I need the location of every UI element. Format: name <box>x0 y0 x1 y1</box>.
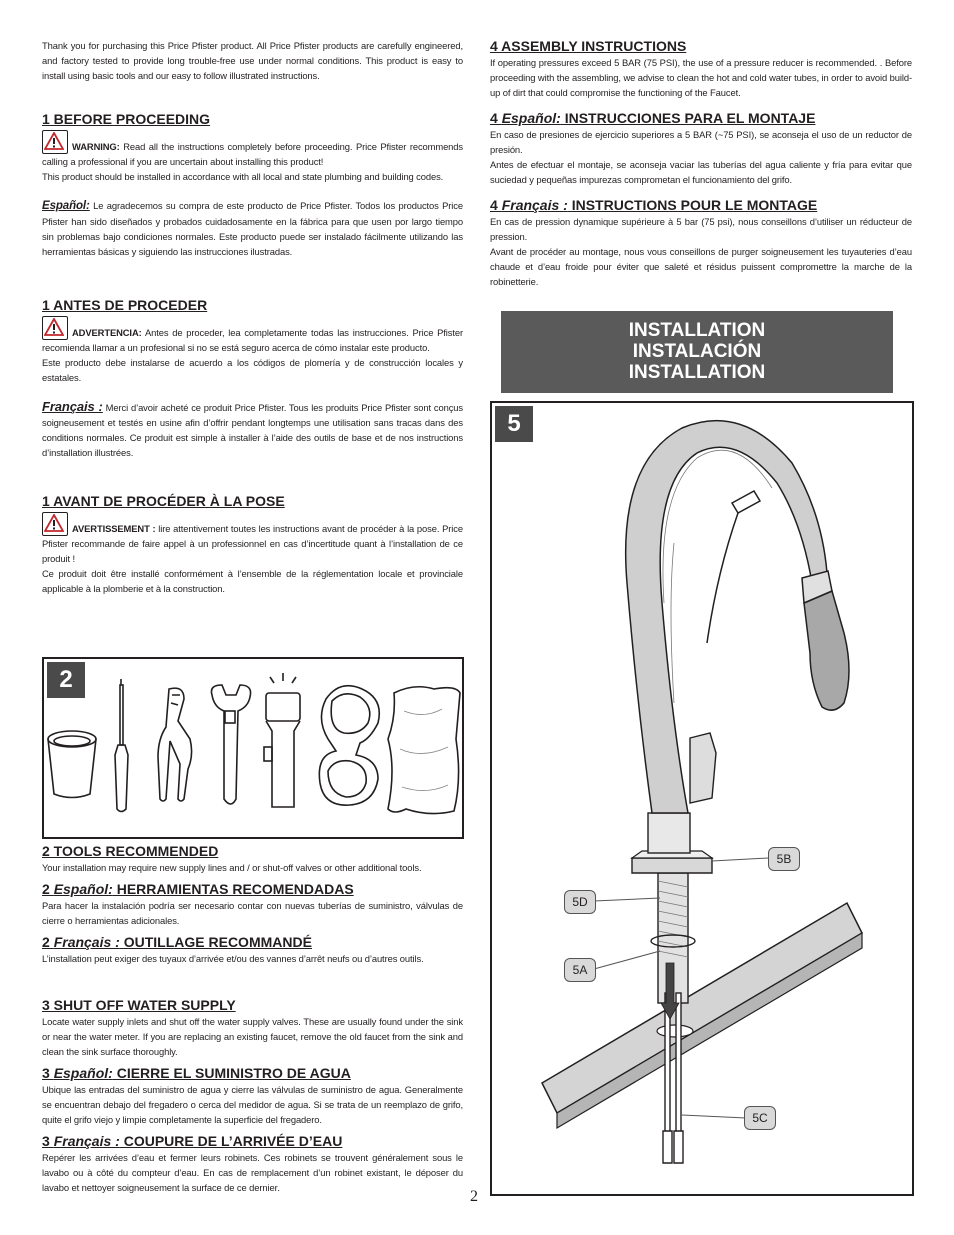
sec3-fr-heading: 3 Français : COUPURE DE L’ARRIVÉE D’EAU <box>42 1133 343 1149</box>
sec3-es-body: Ubique las entradas del suministro de agua y cierre las válvulas de suministro de agua. Generalmente se encuentran debajo del fregadero o cerca del medidor de agua. Si se trata de un reemplazo de grifo, quite el grifo viejo y limpie completamente la superficie del fregadero. <box>42 1084 463 1125</box>
sec4-fr-heading: 4 Français : INSTRUCTIONS POUR LE MONTAGE <box>490 197 818 213</box>
bucket-icon <box>48 731 96 798</box>
sec4-en-heading: 4 ASSEMBLY INSTRUCTIONS <box>490 38 687 54</box>
sec2-fr-body: L’installation peut exiger des tuyaux d’arrivée et/ou des vannes d’arrêt neufs ou d’autres outils. <box>42 953 424 964</box>
sec4-fr-body1: En cas de pression dynamique supérieure à 5 bar (75 psi), nous conseillons d’utiliser un réducteur de pression. <box>490 216 912 242</box>
callout-5a: 5A <box>564 958 596 982</box>
wrench-icon <box>211 685 250 804</box>
espanol-label: Español: <box>42 200 90 212</box>
countertop-icon <box>542 903 862 1128</box>
sec1-en-warning: WARNING: Read all the instructions completely before proceeding. Price Pfister recommends calling a professional if you are uncertain about installing this product! <box>42 130 463 169</box>
figure-number: 2 <box>47 662 85 698</box>
right-column <box>490 38 912 289</box>
goggles-icon <box>319 686 379 805</box>
left-column <box>42 38 463 596</box>
sec3-en-body: Locate water supply inlets and shut off the water supply valves. These are usually found under the sink or near the water meter. If you are replacing an existing faucet, remove the old faucet from the sink and clean the sink surface thoroughly. <box>42 1016 463 1057</box>
sec4-fr-body2: Avant de procéder au montage, nous vous conseillons de purger soigneusement les tuyauteries d’eau chaude et d’eau froide pour éviter que saleté et résidus puissent compromettre la marche de la robinetterie. <box>490 246 912 287</box>
banner-line-es: INSTALACIÓN <box>632 341 762 362</box>
figure-5-faucet <box>490 401 914 1196</box>
tools-illustration <box>44 659 462 837</box>
sec3-es-heading: 3 Español: CIERRE EL SUMINISTRO DE AGUA <box>42 1065 351 1081</box>
handle-icon <box>690 733 716 803</box>
installation-banner <box>501 311 893 393</box>
sec4-en-body: If operating pressures exceed 5 BAR (75 PSI), the use of a pressure reducer is recommended. . Before proceeding with the assembling, we advise to clean the hot and cold water tubes, in order to avoid build-up of dirt that could compromise the functioning of the Faucet. <box>490 57 912 98</box>
sec4-es-body2: Antes de efectuar el montaje, se aconseja vaciar las tuberías del agua caliente y fría para evitar que suciedad y pequeñas impurezas comprometan el funcionamiento del grifo. <box>490 159 912 185</box>
spout-icon <box>626 421 849 813</box>
callout-5c: 5C <box>744 1106 776 1130</box>
screwdriver-icon <box>115 679 128 812</box>
sec1-fr-body: Ce produit doit être installé conformément à l’ensemble de la réglementation locale et provinciale applicable à la plomberie et à la construction. <box>42 568 463 594</box>
cloth-icon <box>388 687 460 814</box>
espanol-intro: Español: Le agradecemos su compra de este producto de Price Pfister. Todos los productos Price Pfister han sido diseñados y probados cuidadosamente en la fábrica para que usen por largo tiempo sin problemas bajo condiciones normales. Este producto puede ser instalado fácilmente utilizando las herramientas básicas y siguiendo las instrucciones ilustradas. <box>42 200 463 257</box>
pliers-icon <box>158 688 192 801</box>
sec1-fr-heading: 1 AVANT DE PROCÉDER À LA POSE <box>42 493 285 509</box>
warning-icon <box>42 316 68 340</box>
sec1-fr-warning: AVERTISSEMENT : lire attentivement toutes les instructions avant de procéder à la pose. Price Pfister recommande de faire appel à un professionnel en cas d’incertitude quant à l’installation de ce produit ! <box>42 512 463 566</box>
flashlight-icon <box>264 673 300 807</box>
banner-line-en: INSTALLATION <box>628 320 766 341</box>
banner-line-fr: INSTALLATION <box>628 362 766 383</box>
page-number: 2 <box>470 1188 478 1205</box>
sec3-fr-body: Repérer les arrivées d’eau et fermer leurs robinets. Ces robinets se trouvent généralement sous le lavabo ou à côté du compteur d’eau. En cas de remplacement d’un robinet existant, le déposer du lavabo et nettoyer soigneusement la surface de ce dernier. <box>42 1152 463 1193</box>
francais-intro: Français : Merci d’avoir acheté ce produit Price Pfister. Tous les produits Price Pfister sont conçus soigneusement et testés en usine afin d’offrir pendant longtemps une utilisation sans tracas dans des conditions normales. Ce produit est simple à installer à l’aide des outils de base et de nos instructions d’installation illustrées. <box>42 399 463 458</box>
sec2-es-body: Para hacer la instalación podría ser necesario contar con nuevas tuberías de suministro, válvulas de cierre o herramientas adicionales. <box>42 900 463 926</box>
sec4-es-heading: 4 Español: INSTRUCCIONES PARA EL MONTAJE <box>490 110 816 126</box>
sec1-en-heading: 1 BEFORE PROCEEDING <box>42 111 211 127</box>
warning-icon <box>42 130 68 154</box>
sec1-es-warning: ADVERTENCIA: Antes de proceder, lea completamente todas las instrucciones. Price Pfister recomienda llamar a un profesional si no se está seguro acerca de cómo instalar este producto. <box>42 316 463 355</box>
sec2-fr-heading: 2 Français : OUTILLAGE RECOMMANDÉ <box>42 934 312 950</box>
francais-label: Français : <box>42 399 103 414</box>
figure-2-tools <box>42 657 464 839</box>
figure-number: 5 <box>495 406 533 442</box>
faucet-illustration <box>492 403 912 1194</box>
sec3-en-heading: 3 SHUT OFF WATER SUPPLY <box>42 997 236 1013</box>
sec1-en-body: This product should be installed in accordance with all local and state plumbing and building codes. <box>42 171 444 182</box>
warning-icon <box>42 512 68 536</box>
sec2-en-heading: 2 TOOLS RECOMMENDED <box>42 843 219 859</box>
base-plate-icon <box>632 858 712 873</box>
sec2-en-body: Your installation may require new supply lines and / or shut-off valves or other additional tools. <box>42 862 422 873</box>
intro-text: Thank you for purchasing this Price Pfister product. All Price Pfister products are carefully engineered, and factory tested to provide long trouble-free use under normal conditions. This product is easy to install using basic tools and our easy to follow illustrated instructions. <box>42 40 463 81</box>
sec1-es-heading: 1 ANTES DE PROCEDER <box>42 297 208 313</box>
left-column-lower <box>42 843 463 1195</box>
callout-5b: 5B <box>768 847 800 871</box>
sec2-es-heading: 2 Español: HERRAMIENTAS RECOMENDADAS <box>42 881 354 897</box>
sec1-es-body: Este producto debe instalarse de acuerdo a los códigos de plomería y de construcción locales y estatales. <box>42 357 463 383</box>
callout-5d: 5D <box>564 890 596 914</box>
sec4-es-body1: En caso de presiones de ejercicio superiores a 5 BAR (~75 PSI), se aconseja el uso de un reductor de presión. <box>490 129 912 155</box>
